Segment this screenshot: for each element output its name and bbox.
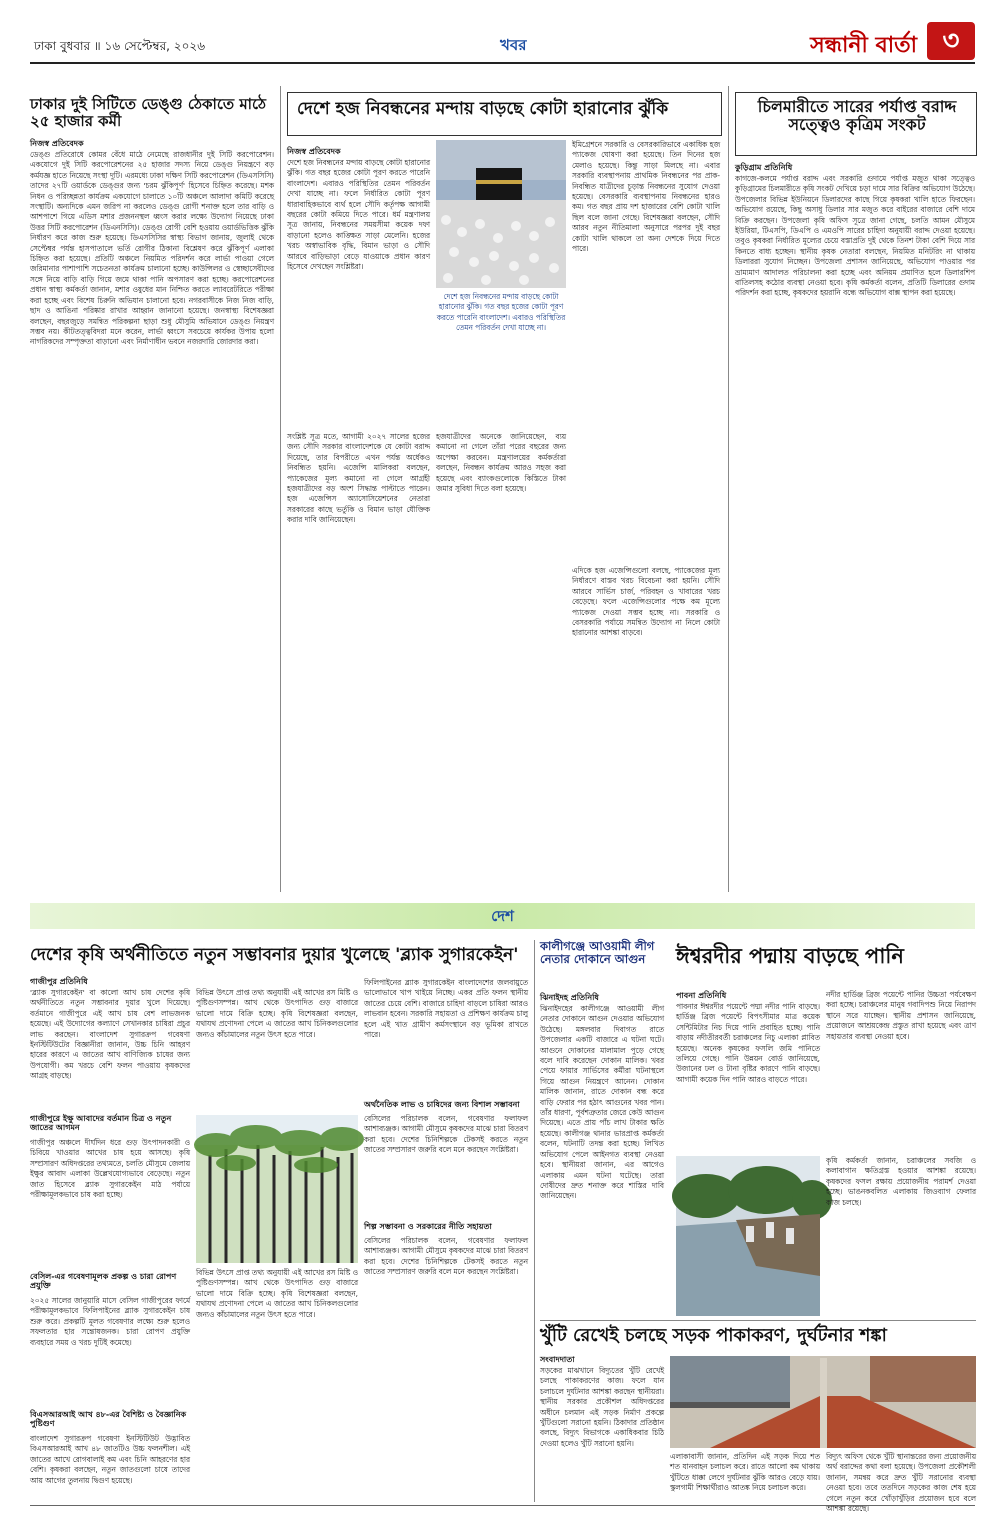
page-footer-rule — [30, 1505, 975, 1506]
sugarcane-subhead-3: অর্থনৈতিক লাভ ও চাষিদের জন্য বিশাল সম্ভাবনা — [364, 1099, 520, 1109]
dengue-byline: নিজস্ব প্রতিবেদক — [30, 139, 84, 148]
road-byline: সংবাদদাতা — [540, 1355, 575, 1364]
hajj-byline: নিজস্ব প্রতিবেদক — [287, 147, 341, 156]
sugarcane-body-1b: বিভিন্ন উৎসে প্রাপ্ত তথ্য অনুযায়ী এই আখের রস মিষ্টি ও পুষ্টিগুণসম্পন্ন। আখ থেকে উৎপাদিত গুড় বাজারে ভালো দামে বিক্রি হচ্ছে। কৃষি বিশেষজ্ঞরা বলছেন, যথাযথ প্রণোদনা পেলে এ জাতের আখ চিনিকলগুলোর জন্যও কাঁচামালের নতুন উৎস হতে পারে। — [196, 988, 358, 1039]
fertilizer-byline: কুড়িগ্রাম প্রতিনিধি — [735, 163, 793, 172]
road-body-1: সড়কের মাঝখানে বিদ্যুতের খুঁটি রেখেই চলছে পাকাকরণের কাজ। ফলে যান চলাচলে দুর্ঘটনার আশঙ্কা করছেন স্থানীয়রা। স্থানীয় সরকার প্রকৌশল অধিদপ্তরের অধীনে চলমান এই সড়ক নির্মাণ প্রকল্পে খুঁটিগুলো সরানো হয়নি। ঠিকাদার প্রতিষ্ঠান বলছে, বিদ্যুৎ বিভাগকে একাধিকবার চিঠি দেওয়া হলেও খুঁটি সরানো হয়নি। — [540, 1366, 664, 1448]
sugarcane-body-4: বিভিন্ন উৎসে প্রাপ্ত তথ্য অনুযায়ী এই আখের রস মিষ্টি ও পুষ্টিগুণসম্পন্ন। আখ থেকে উৎপাদিত গুড় বাজারে ভালো দামে বিক্রি হচ্ছে। কৃষি বিশেষজ্ঞরা বলছেন, যথাযথ প্রণোদনা পেলে এ জাতের আখ চিনিকলগুলোর জন্যও কাঁচামালের নতুন উৎস হতে পারে। — [196, 1268, 358, 1319]
river-body-3: কৃষি কর্মকর্তা জানান, চরাঞ্চলের সবজি ও কলাবাগান ক্ষতিগ্রস্ত হওয়ার আশঙ্কা রয়েছে। কৃষকদের ফসল রক্ষায় প্রয়োজনীয় পরামর্শ দেওয়া হচ্ছে। ভাঙনকবলিত এলাকায় জিওব্যাগ ফেলার কাজ চলছে। — [826, 1156, 976, 1207]
kaliganj-byline: ঝিনাইদহ প্রতিনিধি — [540, 993, 599, 1002]
page-header — [30, 22, 975, 64]
sugarcane-subhead-5: বিএসআরআই আখ ৪৮-এর বৈশিষ্ট্য ও বৈজ্ঞানিক পুষ্টিগুণ — [30, 1409, 187, 1429]
river-headline[interactable]: ঈশ্বরদীর পদ্মায় বাড়ছে পানি — [676, 943, 904, 968]
issue-date: ঢাকা বুধবার ॥ ১৬ সেপ্টেম্বর, ২০২৬ — [34, 39, 206, 53]
sugarcane-byline: গাজীপুর প্রতিনিধি — [30, 977, 88, 986]
page-number: ৩ — [927, 22, 975, 60]
kaaba-crowd-image — [436, 140, 566, 288]
sugarcane-subhead-4: শিল্প সম্ভাবনা ও সরকারের নীতি সহায়তা — [364, 1221, 492, 1231]
sugarcane-subhead-1: গাজীপুরে ইক্ষু আবাদের বর্তমান চিত্র ও নতুন জাতের আগমন — [30, 1113, 172, 1133]
hajj-photo-caption: দেশে হজ নিবন্ধনের মন্দায় বাড়ছে কোটা হারানোর ঝুঁকি। গত বছর হজের কোটা পূরণ করতে পারেনি বাংলাদেশ। এবারও পরিস্থিতির তেমন পরিবর্তন দেখা যাচ্ছে না। — [436, 292, 566, 333]
sugarcane-body-1: 'ব্ল্যাক সুগারকেইন' বা কালো আখ চাষ দেশের কৃষি অর্থনীতিতে নতুন সম্ভাবনার দুয়ার খুলে দিয়েছে। বর্তমানে গাজীপুরে এই আখ চাষ বেশ লাভজনক হয়েছে। এই উদ্যোগের কল্যাণে সেখানকার চাষিরা প্রচুর লাভ করছেন। বাংলাদেশ সুগারক্রপ গবেষণা ইনস্টিটিউটের বিজ্ঞানীরা জানান, উচ্চ চিনি আহরণ হারের কারণে এ জাতের আখ বাণিজ্যিক চাষের জন্য উপযোগী। কম খরচে বেশি ফলন পাওয়ায় কৃষকদের আগ্রহ বাড়ছে। — [30, 988, 190, 1081]
fertilizer-headline[interactable]: চিলমারীতে সারের পর্যাপ্ত বরাদ্দ সত্ত্বেও কৃত্রিম সংকট — [757, 97, 957, 135]
hajj-photo — [436, 140, 566, 288]
fertilizer-body: কাগজে-কলমে পর্যাপ্ত বরাদ্দ এবং সরকারি গুদামে পর্যাপ্ত মজুত থাকা সত্ত্বেও কুড়িগ্রামের চিলমারীতে কৃষি সংকট দেখিয়ে চড়া দামে সার বিক্রির অভিযোগ উঠেছে। উপজেলার বিভিন্ন ইউনিয়নে ডিলারদের কাছে গিয়ে কৃষকরা খালি হাতে ফিরছেন। অভিযোগ রয়েছে, কিছু অসাধু ডিলার সার মজুত করে বাইরের বাজারে বেশি দামে বিক্রি করছেন। উপজেলা কৃষি অফিস সূত্রে জানা গেছে, চলতি আমন মৌসুমে ইউরিয়া, টিএসপি, ডিএপি ও এমওপি সারের চাহিদা অনুযায়ী বরাদ্দ দেওয়া হয়েছে। তবুও কৃষকরা নির্ধারিত মূল্যের চেয়ে বস্তাপ্রতি দুই থেকে তিনশ টাকা বেশি দিয়ে সার কিনতে বাধ্য হচ্ছেন। স্থানীয় কৃষক নেতারা বলছেন, নিয়মিত মনিটরিং না থাকায় ডিলাররা সুযোগ নিচ্ছেন। উপজেলা প্রশাসন জানিয়েছে, অভিযোগ পাওয়ার পর ভ্রাম্যমাণ আদালত পরিচালনা করা হচ্ছে এবং অনিয়ম প্রমাণিত হলে ডিলারশিপ বাতিলসহ কঠোর ব্যবস্থা নেওয়া হবে। কৃষি কর্মকর্তা বলেন, প্রতিটি ডিলারের গুদাম পরিদর্শন করা হচ্ছে, কৃষকদের হয়রানি বন্ধে অভিযোগ বাক্স স্থাপন করা হয়েছে। — [735, 174, 975, 298]
road-headline[interactable]: খুঁটি রেখেই চলছে সড়ক পাকাকরণ, দুর্ঘটনার শঙ্কা — [540, 1325, 887, 1346]
dengue-headline[interactable]: ঢাকার দুই সিটিতে ডেঙ্গু ঠেকাতে মাঠে ২৫ হাজার কর্মী — [30, 95, 267, 131]
river-byline: পাবনা প্রতিনিধি — [676, 991, 727, 1000]
sugarcane-body-6b: বেসিলের পরিচালক বলেন, গবেষণার ফলাফল আশাব্যঞ্জক। আগামী মৌসুমে কৃষকদের মাঝে চারা বিতরণ করা হবে। দেশের চিনিশিল্পকে টেকসই করতে নতুন জাতের সম্প্রসারণ জরুরি বলে মনে করছেন সংশ্লিষ্টরা। — [364, 1114, 528, 1155]
hajj-body-1: দেশে হজ নিবন্ধনের মন্দায় বাড়ছে কোটা হারানোর ঝুঁকি। গত বছর হজের কোটা পূরণ করতে পারেনি বাংলাদেশ। এবারও পরিস্থিতির তেমন পরিবর্তন দেখা যাচ্ছে না। ফলে নির্ধারিত কোটা পূরণ ধারাবাহিকভাবে ব্যর্থ হলে সৌদি কর্তৃপক্ষ আগামী বছরের কোটা কমিয়ে দিতে পারে। ধর্ম মন্ত্রণালয় সূত্র জানায়, নিবন্ধনের সময়সীমা কয়েক দফা বাড়ানো হলেও কাঙ্ক্ষিত সাড়া মেলেনি। হজের খরচ অস্বাভাবিক বৃদ্ধি, বিমান ভাড়া ও সৌদি আরবে বাড়িভাড়া বেড়ে যাওয়াকে প্রধান কারণ হিসেবে দেখছেন সংশ্লিষ্টরা। — [287, 158, 430, 272]
sugarcane-field-image — [196, 1115, 358, 1263]
hajj-body-5: এদিকে হজ এজেন্সিগুলো বলছে, প্যাকেজের মূল্য নির্ধারণে বাস্তব খরচ বিবেচনা করা হয়নি। সৌদি আরবে সার্ভিস চার্জ, পরিবহন ও খাবারের খরচ বেড়েছে। ফলে এজেন্সিগুলোর পক্ষে কম মূল্যে প্যাকেজ দেওয়া সম্ভব হচ্ছে না। সরকারি ও বেসরকারি পর্যায়ে সমন্বিত উদ্যোগ না নিলে কোটা হারানোর আশঙ্কা বাড়বে। — [572, 566, 720, 638]
sugarcane-headline[interactable]: দেশের কৃষি অর্থনীতিতে নতুন সম্ভাবনার দুয়ার খুলেছে 'ব্ল্যাক সুগারকেইন' — [30, 945, 519, 965]
sugarcane-photo — [196, 1115, 358, 1263]
road-body-2: এলাকাবাসী জানান, প্রতিদিন এই সড়ক দিয়ে শত শত যানবাহন চলাচল করে। রাতে আলো কম থাকায় খুঁটিতে ধাক্কা লেগে দুর্ঘটনার ঝুঁকি আরও বেড়ে যায়। স্কুলগামী শিক্ষার্থীরাও আতঙ্ক নিয়ে চলাচল করে। — [670, 1452, 820, 1493]
sugarcane-body-7: বাংলাদেশ সুগারক্রপ গবেষণা ইনস্টিটিউট উদ্ভাবিত বিএসআরআই আখ ৪৮ জাতটিও উচ্চ ফলনশীল। এই জাতের আখে রোগবালাই কম এবং চিনি আহরণের হার বেশি। কৃষকরা বলছেন, নতুন জাতগুলো চাষে তাদের আয় আগের তুলনায় দ্বিগুণ হয়েছে। — [30, 1434, 190, 1485]
hajj-body-3: ইমিগ্রেশনে সরকারি ও বেসরকারিভাবে একাধিক হজ প্যাকেজ ঘোষণা করা হয়েছে। তিন দিনের হজ মেলাও হয়েছে। কিন্তু সাড়া মিলছে না। এবার সরকারি ব্যবস্থাপনায় প্রাথমিক নিবন্ধনের পর প্রাক-নিবন্ধিত যাত্রীদের চূড়ান্ত নিবন্ধনের সুযোগ দেওয়া হয়েছে। বেসরকারি ব্যবস্থাপনায় নিবন্ধনের হারও কম। গত বছর প্রায় দশ হাজারের বেশি কোটা খালি ছিল বলে জানা গেছে। বিশেষজ্ঞরা বলছেন, সৌদি আরব নতুন নীতিমালা অনুসারে পরপর দুই বছর কোটা খালি থাকলে তা অন্য দেশকে দিয়ে দিতে পারে। — [572, 140, 720, 254]
section-band-desh: দেশ — [30, 903, 975, 929]
river-photo — [676, 1156, 820, 1316]
kaliganj-body: ঝিনাইদহের কালীগঞ্জে আওয়ামী লীগ নেতার দোকানে আগুন দেওয়ার অভিযোগ উঠেছে। মঙ্গলবার দিবাগত রাতে উপজেলার একটি বাজারে এ ঘটনা ঘটে। আগুনে দোকানের মালামাল পুড়ে গেছে বলে দাবি করেছেন দোকান মালিক। খবর পেয়ে ফায়ার সার্ভিসের কর্মীরা ঘটনাস্থলে গিয়ে আগুন নিয়ন্ত্রণে আনেন। দোকান মালিক জানান, রাতে দোকান বন্ধ করে বাড়ি ফেরার পর হঠাৎ আগুনের খবর পান। তাঁর ধারণা, পূর্বশত্রুতার জেরে কেউ আগুন দিয়েছে। এতে প্রায় পাঁচ লাখ টাকার ক্ষতি হয়েছে। কালীগঞ্জ থানার ভারপ্রাপ্ত কর্মকর্তা বলেন, ঘটনাটি তদন্ত করা হচ্ছে। লিখিত অভিযোগ পেলে আইনগত ব্যবস্থা নেওয়া হবে। স্থানীয়রা জানান, এর আগেও এলাকায় এমন ঘটনা ঘটেছে। তারা দোষীদের দ্রুত শনাক্ত করে শাস্তির দাবি জানিয়েছেন। — [540, 1004, 664, 1201]
hajj-body-4: হজযাত্রীদের অনেকে জানিয়েছেন, ব্যয় কমানো না গেলে তাঁরা পরের বছরের জন্য অপেক্ষা করবেন। মন্ত্রণালয়ের কর্মকর্তারা বলছেন, নিবন্ধন কার্যক্রম আরও সহজ করা হয়েছে এবং ব্যাংকগুলোকে কিস্তিতে টাকা জমার সুবিধা দিতে বলা হয়েছে। — [436, 432, 566, 494]
kaliganj-headline[interactable]: কালীগঞ্জে আওয়ামী লীগ নেতার দোকানে আগুন — [540, 939, 655, 967]
sugarcane-body-5: ফিলিপাইনের ব্ল্যাক সুগারকেইন বাংলাদেশের জলবায়ুতে ভালোভাবে খাপ খাইয়ে নিচ্ছে। একর প্রতি ফলন স্থানীয় জাতের চেয়ে বেশি। বাজারে চাহিদা বাড়লে চাষিরা আরও লাভবান হবেন। সরকারি সহায়তা ও প্রশিক্ষণ কার্যক্রম চালু হলে এই খাত গ্রামীণ কর্মসংস্থানে বড় ভূমিকা রাখতে পারে। — [364, 978, 528, 1040]
sugarcane-body-6: বেসিলের পরিচালক বলেন, গবেষণার ফলাফল আশাব্যঞ্জক। আগামী মৌসুমে কৃষকদের মাঝে চারা বিতরণ করা হবে। দেশের চিনিশিল্পকে টেকসই করতে নতুন জাতের সম্প্রসারণ জরুরি বলে মনে করছেন সংশ্লিষ্টরা। — [364, 1236, 528, 1277]
masthead-brand: সন্ধানী বার্তা — [810, 32, 917, 58]
hajj-body-2: সংশ্লিষ্ট সূত্র মতে, আগামী ২০২৭ সালের হজের জন্য সৌদি সরকার বাংলাদেশকে যে কোটা বরাদ্দ দিয়েছে, তার বিপরীতে এখন পর্যন্ত অর্ধেকও নিবন্ধিত হয়নি। এজেন্সি মালিকরা বলছেন, প্যাকেজের মূল্য কমানো না গেলে আগ্রহী হজযাত্রীদের বড় অংশ সিদ্ধান্ত পাল্টাতে পারেন। হজ এজেন্সিস অ্যাসোসিয়েশনের নেতারা সরকারের কাছে ভর্তুকি ও বিমান ভাড়া যৌক্তিক করার দাবি জানিয়েছেন। — [287, 432, 430, 525]
river-body-1: পাবনার ঈশ্বরদীর পয়েন্টে পদ্মা নদীর পানি বাড়ছে। হার্ডিঞ্জ ব্রিজ পয়েন্টে বিপৎসীমার মাত্র কয়েক সেন্টিমিটার নিচ দিয়ে পানি প্রবাহিত হচ্ছে। পানি বাড়ায় নদীতীরবর্তী চরাঞ্চলের নিচু এলাকা প্লাবিত হয়েছে। অনেক কৃষকের ফসলি জমি পানিতে তলিয়ে গেছে। পানি উন্নয়ন বোর্ড জানিয়েছে, উজানের ঢল ও টানা বৃষ্টির কারণে পানি বাড়ছে। আগামী কয়েক দিন পানি আরও বাড়তে পারে। — [676, 1002, 820, 1084]
dengue-body: ডেঙ্গু প্রতিরোধে কোমর বেঁধে মাঠে নেমেছে রাজধানীর দুই সিটি করপোরেশন। একযোগে দুই সিটি করপোরেশনের ২৫ হাজার সদস্য নিয়ে ডেঙ্গু নিয়ন্ত্রণে বড় কর্মযজ্ঞ হাতে নিয়েছে সংস্থা দুটি। এরমধ্যে ঢাকা দক্ষিণ সিটি করপোরেশন (ডিএসসিসি) তাদের ২৭টি ওয়ার্ডকে ডেঙ্গুর জন্য 'চরম ঝুঁকিপূর্ণ' হিসেবে চিহ্নিত করেছে। মশক নিধন ও পরিচ্ছন্নতা কার্যক্রম একযোগে চালাতে ১০টি অঞ্চলে আলাদা কমিটি করেছে সংস্থাটি। অন্যদিকে এমন জরিপ না করলেও ডেঙ্গু রোগী শনাক্ত হলে তার বাড়ি ও আশপাশে গিয়ে এডিস মশার প্রজননস্থল ধ্বংস করার লক্ষ্যে উদ্যোগ নিয়েছে ঢাকা উত্তর সিটি করপোরেশন (ডিএনসিসি)। ডেঙ্গু রোগী বেশি হওয়ায় ওয়ার্ডভিত্তিক ঝুঁকি নির্ধারণ করে কাজ শুরু হয়েছে। ডিএসসিসির স্বাস্থ্য বিভাগ জানায়, জুলাই থেকে সেপ্টেম্বর পর্যন্ত হাসপাতালে ভর্তি রোগীর ঠিকানা বিশ্লেষণ করে ঝুঁকিপূর্ণ এলাকা চিহ্নিত করা হয়েছে। প্রতিটি অঞ্চলে নিয়মিত পরিদর্শন করে লার্ভা পাওয়া গেলে জরিমানার পাশাপাশি সচেতনতা কার্যক্রম চালানো হচ্ছে। কাউন্সিলর ও স্বেচ্ছাসেবীদের সঙ্গে নিয়ে বাড়ি বাড়ি গিয়ে জমে থাকা পানি অপসারণ করা হচ্ছে। করপোরেশনের প্রধান স্বাস্থ্য কর্মকর্তা জানান, মশার ওষুধের মান নিশ্চিত করতে ল্যাবরেটরিতে পরীক্ষা করা হচ্ছে এবং বিশেষ চিরুনি অভিযান চালানো হবে। নগরবাসীকে নিজ নিজ বাড়ি, ছাদ ও আঙিনা পরিষ্কার রাখার আহ্বান জানানো হয়েছে। জনস্বাস্থ্য বিশেষজ্ঞরা বলছেন, বছরজুড়ে সমন্বিত পরিকল্পনা ছাড়া শুধু মৌসুমি অভিযানে ডেঙ্গু নিয়ন্ত্রণ সম্ভব নয়। কীটতত্ত্ববিদরা মনে করেন, লার্ভা ধ্বংসে সবচেয়ে কার্যকর উপায় হলো নাগরিকদের সম্পৃক্ততা বাড়ানো এবং নির্মাণাধীন ভবনে নজরদারি জোরদার করা। — [30, 150, 274, 347]
sugarcane-body-3: ২০২৫ সালের জানুয়ারি মাসে বেসিল গাজীপুরের ফার্মে পরীক্ষামূলকভাবে ফিলিপাইনের ব্ল্যাক সুগারকেইন চাষ শুরু করে। প্রকল্পটি মূলত গবেষণার লক্ষ্যে শুরু হলেও সফলতার হার সন্তোষজনক। চারা রোপণ প্রযুক্তি ব্যবহারে সময় ও খরচ দুটিই কমেছে। — [30, 1296, 190, 1347]
hajj-headline[interactable]: দেশে হজ নিবন্ধনের মন্দায় বাড়ছে কোটা হারানোর ঝুঁকি — [297, 99, 669, 119]
road-body-3: বিদ্যুৎ অফিস থেকে খুঁটি স্থানান্তরের জন্য প্রয়োজনীয় অর্থ বরাদ্দের কথা বলা হয়েছে। উপজেলা প্রকৌশলী জানান, সমন্বয় করে দ্রুত খুঁটি সরানোর ব্যবস্থা নেওয়া হবে। তবে ততদিনে সড়কের কাজ শেষ হয়ে গেলে নতুন করে খোঁড়াখুঁড়ির প্রয়োজন হবে বলে আশঙ্কা রয়েছে। — [826, 1452, 976, 1514]
sugarcane-subhead-2: বেসিল-এর গবেষণামূলক প্রকল্প ও চারা রোপণ প্রযুক্তি — [30, 1271, 177, 1291]
section-label: খবর — [500, 36, 527, 54]
riverbank-image — [676, 1156, 820, 1316]
sugarcane-body-2: গাজীপুর অঞ্চলে দীর্ঘদিন ধরে গুড় উৎপাদনকারী ও চিবিয়ে খাওয়ার আখের চাষ হয়ে আসছে। কৃষি সম্প্রসারণ অধিদপ্তরের তথ্যমতে, চলতি মৌসুমে জেলায় ইক্ষুর আবাদ এলাকা উল্লেখযোগ্যভাবে বেড়েছে। নতুন জাত হিসেবে ব্ল্যাক সুগারকেইন মাঠ পর্যায়ে পরীক্ষামূলকভাবে চাষ করা হচ্ছে। — [30, 1138, 190, 1200]
river-body-2: নদীর হার্ডিঞ্জ ব্রিজ পয়েন্টে পানির উচ্চতা পর্যবেক্ষণ করা হচ্ছে। চরাঞ্চলের মানুষ গবাদিপশু নিয়ে নিরাপদ স্থানে সরে যাচ্ছেন। স্থানীয় প্রশাসন জানিয়েছে, প্রয়োজনে আশ্রয়কেন্দ্র প্রস্তুত রাখা হয়েছে এবং ত্রাণ সহায়তার ব্যবস্থা নেওয়া হবে। — [826, 990, 976, 1041]
road-photo — [670, 1356, 976, 1448]
road-construction-image — [670, 1356, 976, 1448]
